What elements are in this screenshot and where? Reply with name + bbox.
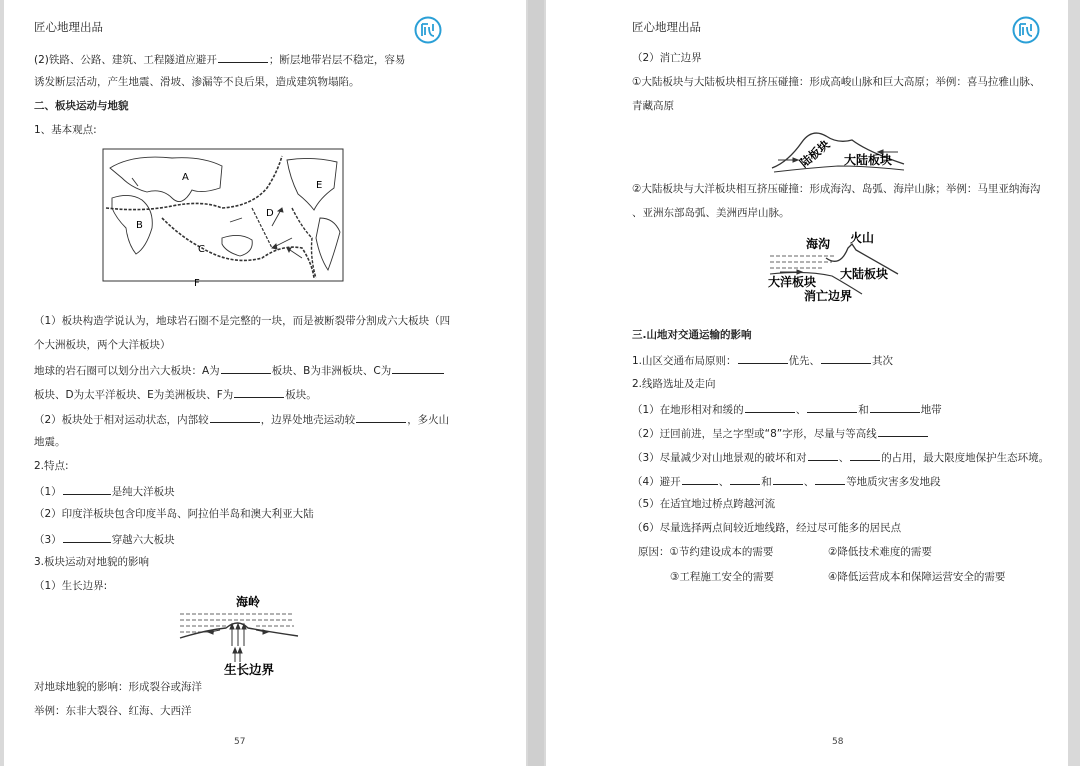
blank bbox=[773, 473, 803, 485]
blank bbox=[210, 411, 260, 423]
left-plate-label: 陆板块 bbox=[796, 137, 833, 171]
page-57 bbox=[4, 0, 526, 766]
plate-label-e: E bbox=[316, 180, 323, 191]
blank bbox=[850, 449, 880, 461]
logo-icon bbox=[1012, 16, 1040, 44]
blank bbox=[63, 531, 111, 543]
blank bbox=[815, 473, 845, 485]
blank bbox=[730, 473, 760, 485]
paragraph-1d: 板块、D为太平洋板块、E为美洲板块、F为 板块。 bbox=[34, 386, 317, 402]
plate-map-figure bbox=[102, 148, 376, 302]
principle-line: 1.山区交通布局原则： 优先、 其次 bbox=[632, 352, 893, 368]
intro-line-1: (2)铁路、公路、建筑、工程隧道应避开 ；断层地带岩层不稳定，容易 bbox=[34, 51, 405, 67]
subduction-title: （2）消亡边界 bbox=[632, 52, 702, 64]
route-title: 2.线路选址及走向 bbox=[632, 378, 716, 390]
plate-label-f: F bbox=[194, 278, 200, 289]
section-title: 三.山地对交通运输的影响 bbox=[632, 329, 752, 341]
page-number: 58 bbox=[832, 737, 844, 747]
growth-boundary-title: （1）生长边界: bbox=[34, 580, 108, 592]
blank bbox=[738, 352, 788, 364]
feature-1: （1） 是纯大洋板块 bbox=[34, 483, 175, 499]
route-4: （4）避开 、 和 、 等地质灾害多发地段 bbox=[632, 473, 941, 489]
collision-2a: ②大陆板块与大洋板块相互挤压碰撞：形成海沟、岛弧、海岸山脉；举例：马里亚纳海沟 bbox=[632, 183, 1041, 195]
blank bbox=[356, 411, 406, 423]
logo-icon bbox=[414, 16, 442, 44]
reason-1: 原因：①节约建设成本的需要 bbox=[638, 546, 774, 558]
plate-label-d: D bbox=[266, 208, 274, 219]
effect-text: 对地球地貌的影响：形成裂谷或海洋 bbox=[34, 681, 202, 693]
route-5: （5）在适宜地过桥点跨越河流 bbox=[632, 498, 776, 510]
feature-3: （3） 穿越六大板块 bbox=[34, 531, 175, 547]
route-6: （6）尽量选择两点间较近地线路，经过尽可能多的居民点 bbox=[632, 522, 902, 534]
influence-title: 3.板块运动对地貌的影响 bbox=[34, 556, 150, 568]
blank bbox=[870, 401, 920, 413]
blank bbox=[234, 386, 284, 398]
growth-boundary-figure bbox=[176, 592, 306, 678]
paragraph-2a: （2）板块处于相对运动状态，内部较 ，边界处地壳运动较 ，多火山 bbox=[34, 411, 449, 427]
blank bbox=[221, 362, 271, 374]
subduction-boundary-label: 消亡边界 bbox=[804, 289, 853, 303]
reason-2: ②降低技术难度的需要 bbox=[828, 546, 932, 558]
section-title: 二、板块运动与地貌 bbox=[34, 100, 129, 112]
oceanic-plate-label: 大洋板块 bbox=[768, 275, 817, 289]
plate-label-a: A bbox=[182, 172, 189, 183]
paragraph-2b: 地震。 bbox=[34, 436, 66, 448]
reason-4: ④降低运营成本和保障运营安全的需要 bbox=[828, 571, 1006, 583]
trench-label: 海沟 bbox=[806, 237, 831, 251]
collision-2b: 、亚洲东部岛弧、美洲西岸山脉。 bbox=[632, 207, 790, 219]
brand-header: 匠心地理出品 bbox=[34, 20, 103, 34]
ridge-label: 海岭 bbox=[236, 595, 261, 609]
plate-label-c: C bbox=[198, 244, 205, 255]
features-title: 2.特点: bbox=[34, 460, 69, 472]
route-3: （3）尽量减少对山地景观的破坏和对 、 的占用，最大限度地保护生态环境。 bbox=[632, 449, 1049, 465]
blank bbox=[745, 401, 795, 413]
paragraph-1a: （1）板块构造学说认为，地球岩石圈不是完整的一块，而是被断裂带分割成六大板块（四 bbox=[34, 315, 451, 327]
blank bbox=[821, 352, 871, 364]
collision-1b: 青藏高原 bbox=[632, 100, 674, 112]
blank bbox=[878, 425, 928, 437]
collision-1a: ①大陆板块与大陆板块相互挤压碰撞：形成高峻山脉和巨大高原；举例：喜马拉雅山脉、 bbox=[632, 76, 1041, 88]
paragraph-1b: 个大洲板块，两个大洋板块） bbox=[34, 339, 171, 351]
route-2: （2）迂回前进，呈之字型或“8”字形，尽量与等高线 bbox=[632, 425, 929, 441]
blank bbox=[808, 449, 838, 461]
page-number: 57 bbox=[234, 737, 246, 747]
blank bbox=[218, 51, 268, 63]
volcano-label: 火山 bbox=[850, 231, 875, 245]
reason-3: ③工程施工安全的需要 bbox=[670, 571, 774, 583]
growth-boundary-label: 生长边界 bbox=[224, 662, 275, 677]
paragraph-1c: 地球的岩石圈可以划分出六大板块：A为 板块、B为非洲板块、C为 bbox=[34, 362, 445, 378]
intro-line-2: 诱发断层活动，产生地震、滑坡、渗漏等不良后果，造成建筑物塌陷。 bbox=[34, 76, 360, 88]
blank bbox=[63, 483, 111, 495]
route-1: （1）在地形相对和缓的 、 和 地带 bbox=[632, 401, 942, 417]
subsection-title: 1、基本观点: bbox=[34, 124, 97, 136]
example-text: 举例：东非大裂谷、红海、大西洋 bbox=[34, 705, 192, 717]
blank bbox=[392, 362, 444, 374]
blank bbox=[682, 473, 718, 485]
page-gutter bbox=[528, 0, 544, 766]
right-plate-label: 大陆板块 bbox=[844, 153, 893, 167]
blank bbox=[807, 401, 857, 413]
feature-2: （2）印度洋板块包含印度半岛、阿拉伯半岛和澳大利亚大陆 bbox=[34, 508, 314, 520]
brand-header: 匠心地理出品 bbox=[632, 20, 701, 34]
ocean-continent-figure bbox=[766, 228, 902, 304]
continental-plate-label: 大陆板块 bbox=[840, 267, 889, 281]
plate-label-b: B bbox=[136, 220, 143, 231]
page-58 bbox=[546, 0, 1068, 766]
continental-collision-figure bbox=[768, 122, 908, 176]
